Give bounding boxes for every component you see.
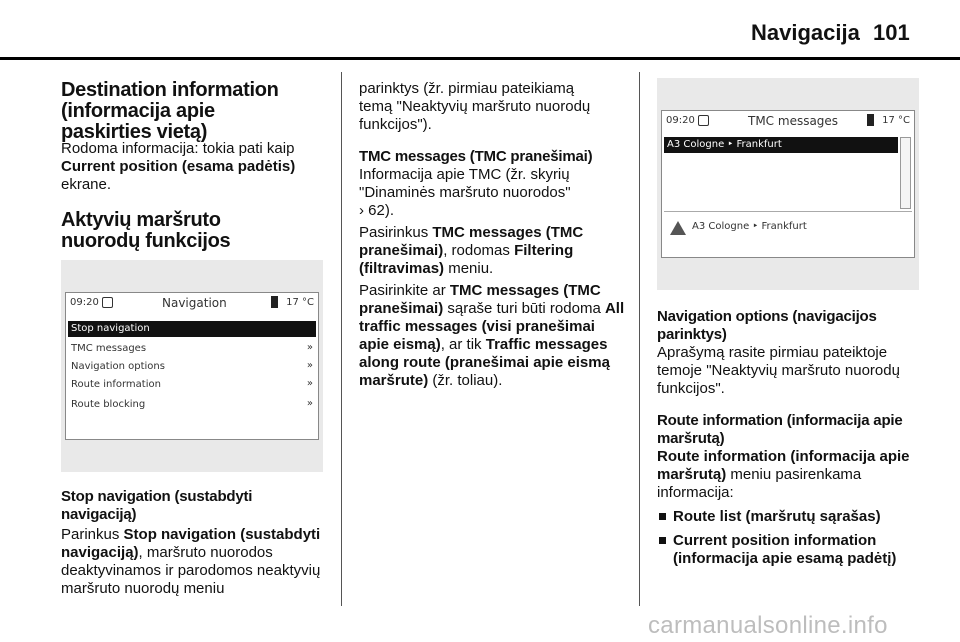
tmc-message-selected[interactable]: A3 Cologne ‣ Frankfurt xyxy=(664,137,898,153)
display-screen xyxy=(65,292,319,440)
screenshot-tmc-messages xyxy=(657,78,919,290)
status-bar xyxy=(66,293,318,313)
chevron-right-icon: » xyxy=(306,398,313,409)
tmc-message-detail: A3 Cologne ‣ Frankfurt xyxy=(692,221,807,232)
column-divider xyxy=(639,72,640,606)
chevron-right-icon: » xyxy=(306,360,313,371)
heading-active-functions: Aktyvių maršruto nuorodų funkcijos xyxy=(61,209,231,252)
heading-destination-info: Destination information (informacija apie paskirties vietą) xyxy=(61,79,279,143)
bullet-square-icon xyxy=(659,513,666,520)
clock-time: 09:20 xyxy=(666,115,695,126)
temperature: 17 °C xyxy=(882,115,910,126)
scrollbar[interactable] xyxy=(900,137,911,209)
menu-item-tmc-messages[interactable]: TMC messages » xyxy=(71,342,313,354)
chevron-right-icon: » xyxy=(306,378,313,389)
divider xyxy=(664,211,912,212)
screen-title: Navigation xyxy=(162,296,227,310)
heading-stop-navigation: Stop navigation (sustabdyti navigaciją) xyxy=(61,488,253,523)
warning-triangle-icon xyxy=(670,221,686,235)
paragraph-stop-navigation: Parinkus Stop navigation (sustabdyti navigaciją), maršruto nuorodos deaktyvinamos ir parodomos neaktyvių maršruto nuorodų meniu xyxy=(61,526,321,597)
thermometer-icon xyxy=(867,114,874,126)
column-divider xyxy=(341,72,342,606)
page-number: 101 xyxy=(873,20,910,45)
list-item: Current position information (informacija apie esamą padėtį) xyxy=(657,532,925,568)
page-reference: › 62). xyxy=(359,202,395,219)
screen-title: TMC messages xyxy=(748,114,839,128)
display-screen xyxy=(661,110,915,258)
paragraph-continuation: parinktys (žr. pirmiau pateikiamą temą "Neaktyvių maršruto nuorodų funkcijos"). xyxy=(359,80,591,133)
paragraph-navigation-options: Aprašymą rasite pirmiau pateiktoje temoje "Neaktyvių maršruto nuorodų funkcijos". xyxy=(657,344,900,397)
menu-item-route-blocking[interactable]: Route blocking » xyxy=(71,398,313,410)
menu-item-route-information[interactable]: Route information » xyxy=(71,378,313,390)
temperature: 17 °C xyxy=(286,297,314,308)
menu-item-navigation-options[interactable]: Navigation options » xyxy=(71,360,313,372)
route-info-list xyxy=(657,508,925,568)
menu-item-stop-navigation[interactable]: Stop navigation xyxy=(68,321,316,337)
bullet-square-icon xyxy=(659,537,666,544)
heading-navigation-options: Navigation options (navigacijos parinktys) xyxy=(657,308,877,343)
list-item: Route list (maršrutų sąrašas) xyxy=(657,508,925,526)
status-bar xyxy=(662,111,914,131)
paragraph-tmc-info: Informacija apie TMC (žr. skyrių "Dinaminės maršruto nuorodos" › 62). xyxy=(359,166,571,219)
clock-time: 09:20 xyxy=(70,297,99,308)
thermometer-icon xyxy=(271,296,278,308)
paragraph-route-information: Route information (informacija apie maršrutą) meniu pasirenkama informacija: xyxy=(657,448,910,501)
screenshot-navigation-menu xyxy=(61,260,323,472)
heading-tmc-messages: TMC messages (TMC pranešimai) xyxy=(359,148,593,165)
header-rule xyxy=(0,57,960,60)
heading-route-information: Route information (informacija apie maršrutą) xyxy=(657,412,903,447)
page-header-title: Navigacija xyxy=(751,20,860,45)
paragraph-destination: Rodoma informacija: tokia pati kaip Current position (esama padėtis) ekrane. xyxy=(61,140,296,193)
paragraph-tmc-select: Pasirinkus TMC messages (TMC pranešimai), rodomas Filtering (filtravimas) meniu. xyxy=(359,224,584,277)
watermark: carmanualsonline.info xyxy=(648,612,888,639)
clock-icon xyxy=(102,297,113,308)
clock-icon xyxy=(698,115,709,126)
paragraph-tmc-filter: Pasirinkite ar TMC messages (TMC pranešimai) sąraše turi būti rodoma All traffic messages (visi pranešimai apie eismą), ar tik Traffic messages along route (pranešimai apie eismą maršrute) (žr. toliau). xyxy=(359,282,625,389)
chevron-right-icon: » xyxy=(306,342,313,353)
